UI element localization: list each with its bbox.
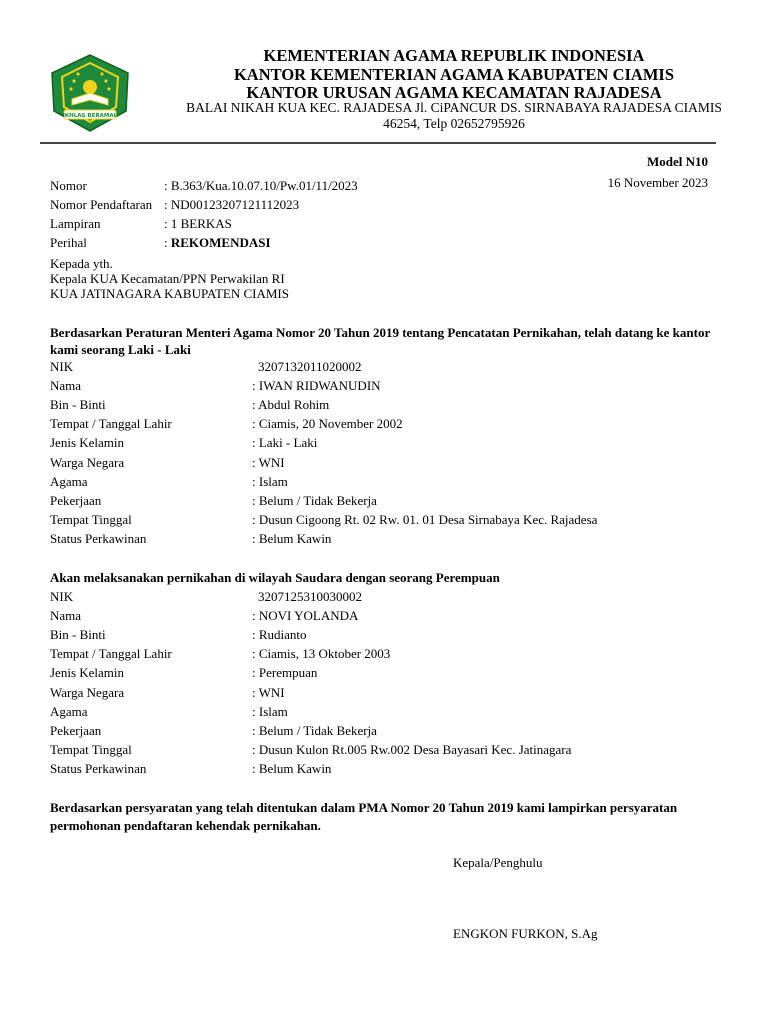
bride-field-label: Bin - Binti xyxy=(50,627,106,643)
bride-field-label: Jenis Kelamin xyxy=(50,665,125,681)
bride-field-label: NIK xyxy=(50,589,74,604)
closing-paragraph: Berdasarkan persyaratan yang telah ditentukan dalam PMA Nomor 20 Tahun 2019 kami lampirkan persyaratan permohonan pendaftaran kehendak pernikahan. xyxy=(50,800,678,833)
bride-field-value: : Ciamis, 13 Oktober 2003 xyxy=(252,646,391,662)
signature-title: Kepala/Penghulu xyxy=(453,855,543,870)
bride-field-label: Pekerjaan xyxy=(50,722,102,738)
groom-field-value: : Belum Kawin xyxy=(252,530,332,546)
intro-bride: Akan melaksanakan pernikahan di wilayah Saudara dengan seorang Perempuan xyxy=(50,570,500,585)
groom-field-value: : Laki - Laki xyxy=(252,435,318,451)
letter-date: 16 November 2023 xyxy=(607,175,708,190)
header-office: KANTOR KEMENTERIAN AGAMA KABUPATEN CIAMIS xyxy=(233,65,675,84)
groom-field-label: Bin - Binti xyxy=(50,397,106,413)
groom-field-label: Tempat Tinggal xyxy=(50,511,132,527)
groom-field-value: : Ciamis, 20 November 2002 xyxy=(252,416,403,432)
groom-field-label: Warga Negara xyxy=(50,454,125,470)
meta-label-lampiran: Lampiran xyxy=(50,216,101,231)
meta-value-perihal xyxy=(164,235,271,251)
perihal-subject: REKOMENDASI xyxy=(170,235,271,250)
groom-field-value: : WNI xyxy=(252,454,285,470)
groom-field-value: 3207132011020002 xyxy=(258,359,362,374)
bride-field-value: : Rudianto xyxy=(252,627,307,643)
bride-field-value: : Islam xyxy=(252,703,288,719)
signature-name: ENGKON FURKON, S.Ag xyxy=(453,926,598,941)
meta-value-pendaftaran: : ND00123207121112023 xyxy=(164,197,300,212)
meta-value-lampiran: : 1 BERKAS xyxy=(164,216,232,231)
meta-value-nomor: : B.363/Kua.10.07.10/Pw.01/11/2023 xyxy=(164,178,358,193)
svg-text:IKHLAS BERAMAL: IKHLAS BERAMAL xyxy=(62,113,118,119)
groom-field-label: Status Perkawinan xyxy=(50,530,147,546)
bride-field-value: : Belum Kawin xyxy=(252,760,332,776)
perihal-colon: : xyxy=(164,235,171,250)
bride-field-value: : Belum / Tidak Bekerja xyxy=(252,722,377,738)
bride-field-value: : Perempuan xyxy=(252,665,318,681)
meta-label-pendaftaran: Nomor Pendaftaran xyxy=(50,197,153,212)
groom-field-label: Tempat / Tanggal Lahir xyxy=(50,416,172,432)
header-postal-phone: 46254, Telp 02652795926 xyxy=(383,116,525,131)
kemenag-logo xyxy=(50,53,130,133)
header-address: BALAI NIKAH KUA KEC. RAJADESA Jl. CiPANCUR DS. SIRNABAYA RAJADESA CIAMIS xyxy=(186,100,722,115)
recipient-greeting: Kepada yth. xyxy=(50,256,113,271)
bride-field-value: : WNI xyxy=(252,684,285,700)
header-ministry: KEMENTERIAN AGAMA REPUBLIK INDONESIA xyxy=(263,46,645,65)
recipient-office: KUA JATINAGARA KABUPATEN CIAMIS xyxy=(50,286,289,301)
meta-label-nomor: Nomor xyxy=(50,178,87,193)
groom-field-label: NIK xyxy=(50,359,74,374)
bride-field-label: Agama xyxy=(50,703,88,719)
groom-field-value: : IWAN RIDWANUDIN xyxy=(252,378,381,394)
bride-field-value: 3207125310030002 xyxy=(258,589,362,604)
bride-field-value: : NOVI YOLANDA xyxy=(252,608,359,624)
form-model: Model N10 xyxy=(646,154,708,169)
bride-field-label: Nama xyxy=(50,608,82,624)
meta-label-perihal: Perihal xyxy=(50,235,87,250)
groom-field-value: : Dusun Cigoong Rt. 02 Rw. 01. 01 Desa Sirnabaya Kec. Rajadesa xyxy=(252,511,598,527)
groom-field-label: Pekerjaan xyxy=(50,492,102,508)
bride-field-label: Warga Negara xyxy=(50,684,125,700)
bride-field-label: Tempat Tinggal xyxy=(50,741,132,757)
groom-field-value: : Abdul Rohim xyxy=(252,397,330,413)
header-kua: KANTOR URUSAN AGAMA KECAMATAN RAJADESA xyxy=(246,83,662,102)
bride-field-label: Status Perkawinan xyxy=(50,760,147,776)
intro-groom: Berdasarkan Peraturan Menteri Agama Nomor 20 Tahun 2019 tentang Pencatatan Pernikahan, telah datang ke kantor kami seorang Laki - Laki xyxy=(50,325,711,357)
bride-field-value: : Dusun Kulon Rt.005 Rw.002 Desa Bayasari Kec. Jatinagara xyxy=(252,741,572,757)
groom-field-label: Agama xyxy=(50,473,88,489)
recipient-title: Kepala KUA Kecamatan/PPN Perwakilan RI xyxy=(50,271,285,286)
groom-field-label: Jenis Kelamin xyxy=(50,435,125,451)
header-divider xyxy=(40,142,716,144)
groom-field-label: Nama xyxy=(50,378,82,394)
bride-field-label: Tempat / Tanggal Lahir xyxy=(50,646,172,662)
groom-field-value: : Belum / Tidak Bekerja xyxy=(252,492,377,508)
groom-field-value: : Islam xyxy=(252,473,288,489)
